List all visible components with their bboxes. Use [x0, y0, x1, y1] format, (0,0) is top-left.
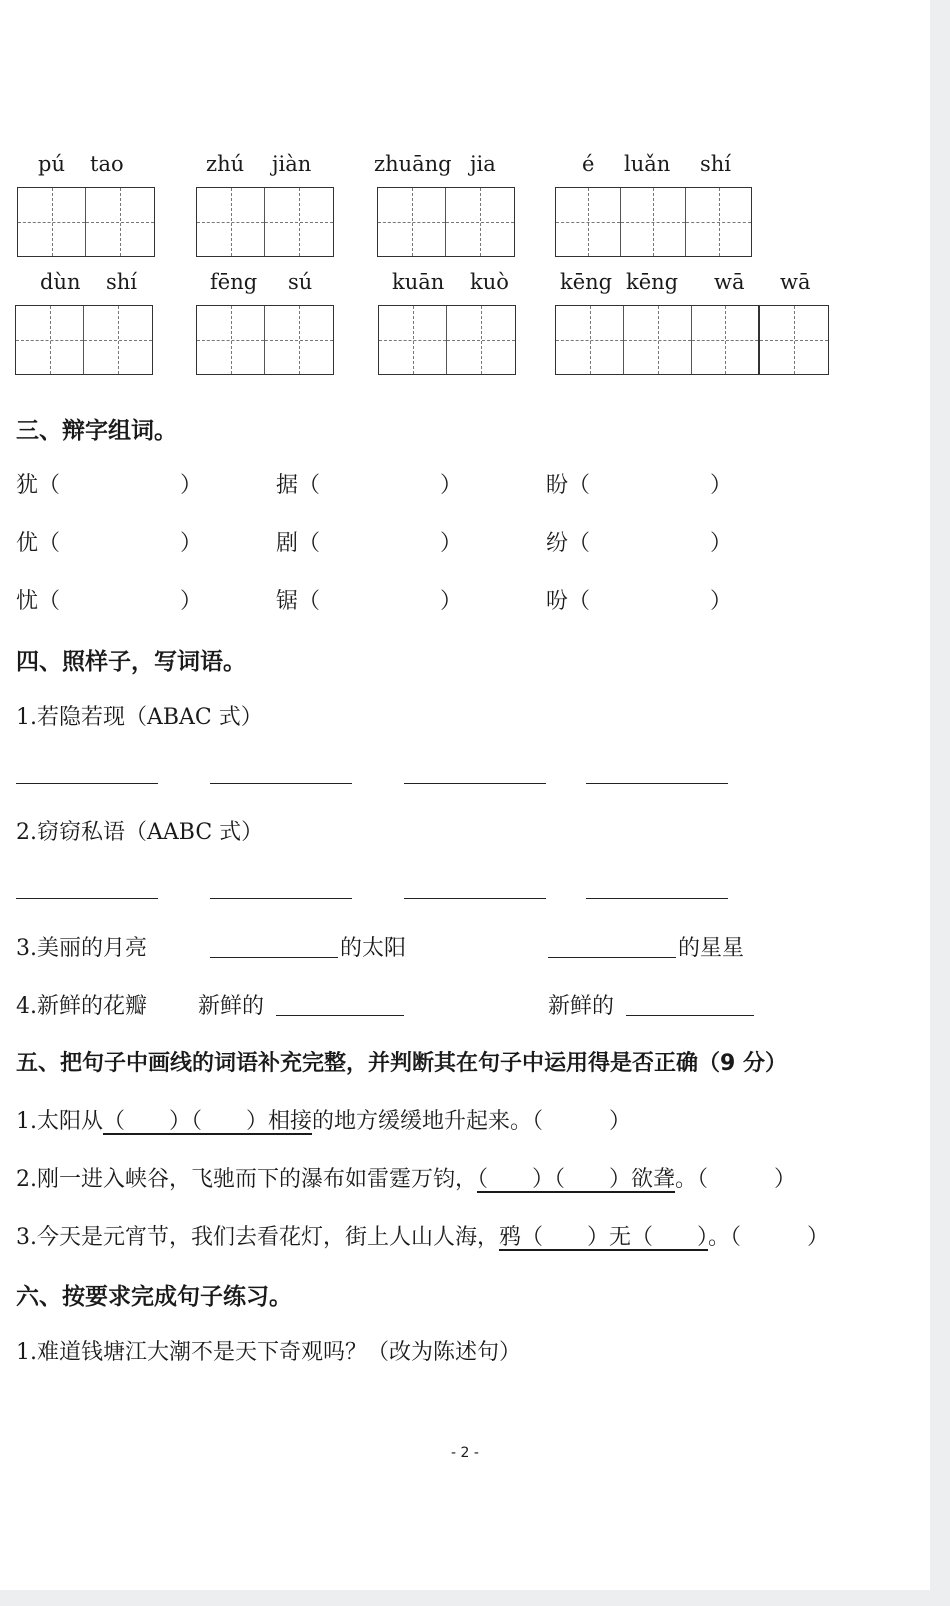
pinyin-item-kuankuo: [380, 270, 522, 302]
char-word-item[interactable]: 盼（ ）: [546, 473, 733, 498]
pinyin-syllable: pú: [38, 152, 65, 176]
tianzige-box-eluanshi[interactable]: [555, 187, 752, 257]
char-word-item[interactable]: 剧（ ）: [276, 531, 463, 556]
pinyin-syllable: wā: [780, 270, 811, 294]
suffix-text: 的星星: [678, 936, 745, 961]
tianzige-box-kuankuo[interactable]: [378, 305, 516, 375]
tianzige-box-zhuangjia[interactable]: [377, 187, 515, 257]
underlined-idiom[interactable]: （ ）（ ）欲聋: [477, 1167, 676, 1192]
pinyin-item-kengkengwawa: [556, 270, 838, 302]
underlined-idiom[interactable]: （ ）（ ）相接: [103, 1109, 313, 1134]
char-word-item[interactable]: 纷（ ）: [546, 531, 733, 556]
answer-blank[interactable]: [210, 957, 338, 958]
answer-blank[interactable]: [586, 898, 728, 899]
pinyin-syllable: kēng: [560, 270, 613, 294]
pinyin-syllable: tao: [90, 152, 124, 176]
pinyin-syllable: kēng: [626, 270, 679, 294]
pinyin-syllable: dùn: [40, 270, 81, 294]
pinyin-syllable: é: [582, 152, 595, 176]
pinyin-item-zhuangjia: [374, 152, 516, 184]
pinyin-syllable: luǎn: [624, 152, 671, 176]
question-5-2: 2.刚一进入峡谷，飞驰而下的瀑布如雷霆万钧，（ ）（ ）欲聋。（ ）: [16, 1167, 797, 1192]
prefix-text: 新鲜的: [198, 994, 265, 1019]
answer-blank[interactable]: [276, 1015, 404, 1016]
pinyin-syllable: kuān: [392, 270, 445, 294]
pinyin-syllable: shí: [700, 152, 732, 176]
page-number: - 2 -: [451, 1445, 479, 1461]
answer-blank[interactable]: [404, 898, 546, 899]
answer-blank[interactable]: [626, 1015, 754, 1016]
tianzige-box-zhujian[interactable]: [196, 187, 334, 257]
pinyin-syllable: kuò: [470, 270, 509, 294]
prefix-text: 新鲜的: [548, 994, 615, 1019]
pinyin-syllable: sú: [288, 270, 313, 294]
char-word-item[interactable]: 据（ ）: [276, 473, 463, 498]
answer-blank[interactable]: [16, 898, 158, 899]
section-6-title: 六、按要求完成句子练习。: [16, 1284, 292, 1310]
underlined-idiom[interactable]: 鸦（ ）无（ ）: [499, 1225, 709, 1250]
pinyin-item-dunshi: [18, 270, 160, 302]
question-6-1: 1.难道钱塘江大潮不是天下奇观吗？（改为陈述句）: [16, 1340, 521, 1365]
answer-blank[interactable]: [210, 783, 352, 784]
suffix-text: 的太阳: [340, 936, 407, 961]
question-4-1: 1.若隐若现（ABAC 式）: [16, 705, 263, 730]
char-word-item[interactable]: 犹（ ）: [16, 473, 203, 498]
answer-blank[interactable]: [210, 898, 352, 899]
answer-blank[interactable]: [548, 957, 676, 958]
pinyin-syllable: zhú: [206, 152, 245, 176]
char-word-item[interactable]: 吩（ ）: [546, 589, 733, 614]
pinyin-item-putao: [18, 152, 160, 184]
section-3-title: 三、辩字组词。: [16, 418, 177, 444]
section-4-title: 四、照样子，写词语。: [16, 649, 246, 675]
answer-blank[interactable]: [404, 783, 546, 784]
pinyin-item-zhujian: [198, 152, 340, 184]
char-word-item[interactable]: 锯（ ）: [276, 589, 463, 614]
tianzige-box-kengkengwawa[interactable]: [555, 305, 829, 375]
pinyin-item-fengsu: [198, 270, 340, 302]
question-4-4: 4.新鲜的花瓣: [16, 994, 147, 1019]
question-4-3: 3.美丽的月亮: [16, 936, 147, 961]
pinyin-syllable: wā: [714, 270, 745, 294]
pinyin-syllable: zhuāng: [374, 152, 452, 176]
answer-blank[interactable]: [16, 783, 158, 784]
page-edge-bottom: [0, 1590, 950, 1606]
char-word-item[interactable]: 优（ ）: [16, 531, 203, 556]
question-5-1: 1.太阳从（ ）（ ）相接的地方缓缓地升起来。（ ）: [16, 1109, 632, 1134]
tianzige-box-dunshi[interactable]: [15, 305, 153, 375]
tianzige-box-putao[interactable]: [17, 187, 155, 257]
pinyin-syllable: jia: [470, 152, 496, 176]
pinyin-syllable: shí: [106, 270, 138, 294]
pinyin-item-eluanshi: [556, 152, 752, 184]
tianzige-box-fengsu[interactable]: [196, 305, 334, 375]
page-edge-right: [930, 0, 950, 1606]
question-5-3: 3.今天是元宵节，我们去看花灯，街上人山人海，鸦（ ）无（ ）。（ ）: [16, 1225, 830, 1250]
section-5-title: 五、把句子中画线的词语补充完整，并判断其在句子中运用得是否正确（9 分）: [16, 1051, 787, 1076]
pinyin-syllable: fēng: [210, 270, 258, 294]
answer-blank[interactable]: [586, 783, 728, 784]
pinyin-syllable: jiàn: [272, 152, 312, 176]
question-4-2: 2.窃窃私语（AABC 式）: [16, 820, 264, 845]
char-word-item[interactable]: 忧（ ）: [16, 589, 203, 614]
